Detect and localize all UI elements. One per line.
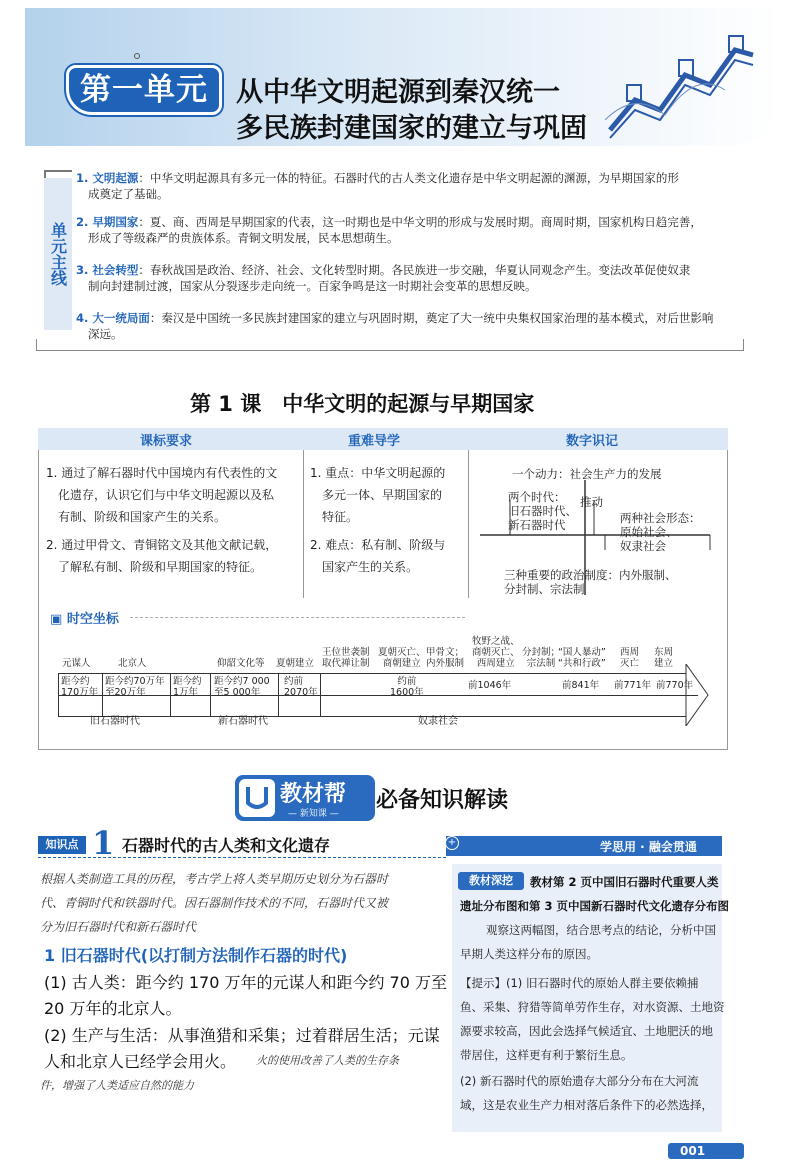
tl-ez-line1: 东周 xyxy=(654,647,674,658)
tl-sep-3 xyxy=(210,673,211,717)
two-eras-line1: 两个时代： xyxy=(508,490,566,504)
mainline-item-2 xyxy=(76,214,736,246)
three-systems-line1: 三种重要的政治制度：内外服制、 xyxy=(504,568,677,582)
tl-date-5 xyxy=(284,676,318,698)
side-panel-h3: 源要求较高，因此会选择气候适宜、土地肥沃的地 xyxy=(460,1024,713,1038)
req2-line1: 2. 通过甲骨文、青铜铭文及其他文献记载， xyxy=(46,538,278,552)
mainline-text-2b: 形成了等级森严的贵族体系。青铜文明发展，民本思想萌生。 xyxy=(88,231,399,245)
tl-event-hereditary xyxy=(322,647,370,669)
section-paleolithic: 1 旧石器时代(以打制方法制作石器的时代) xyxy=(44,946,348,965)
diagram-two-forms xyxy=(620,511,701,553)
tl-fief-line2: 宗法制 xyxy=(526,658,556,669)
key-point-2 xyxy=(310,534,445,578)
req1-line1: 1. 通过了解石器时代中国境内有代表性的文 xyxy=(46,466,278,480)
knowledge-title: 石器时代的古人类和文化遗存 xyxy=(122,836,331,855)
two-eras-line2: 旧石器时代、 xyxy=(508,504,577,518)
side-panel-tag: 教材深挖 xyxy=(458,872,524,890)
tl-date-3a: 距今约 xyxy=(173,676,202,687)
body-p1b: 20 万年的北京人。 xyxy=(44,999,182,1018)
side-panel-title: 学思用 · 融会贯通 xyxy=(600,840,697,854)
mainline-text-1b: 成奠定了基础。 xyxy=(88,187,169,201)
lesson-title: 第 1 课 中华文明的起源与早期国家 xyxy=(190,392,535,416)
key2-line2: 国家产生的关系。 xyxy=(322,560,419,574)
tl-date-1b: 170万年 xyxy=(61,687,99,698)
handwritten-note-4: 火的使用改善了人类的生存条 xyxy=(256,1054,399,1067)
requirement-2 xyxy=(46,534,277,578)
two-forms-line2: 原始社会、 xyxy=(620,525,678,539)
mainline-text-3a: ：春秋战国是政治、经济、社会、文化转型时期。各民族进一步交融，华夏认同观念产生。变法改革促使奴隶 xyxy=(138,263,691,277)
key2-line1: 2. 难点：私有制、阶级与 xyxy=(310,538,446,552)
key1-line2: 多元一体、早期国家的 xyxy=(322,488,443,502)
mainline-label xyxy=(44,178,72,330)
tool-sub: — 新知课 — xyxy=(288,809,339,819)
tl-date-9: 前771年 xyxy=(614,680,652,691)
tl-muye-line2: 商朝灭亡、 xyxy=(472,647,520,658)
side-panel-h4: 带居住，这样更有利于繁衍生息。 xyxy=(460,1048,633,1062)
tl-date-5b: 2070年 xyxy=(284,687,318,698)
side-panel-h6: 域，这是农业生产力相对落后条件下的必然选择， xyxy=(460,1098,713,1112)
req1-line3: 有制、阶级和国家产生的关系。 xyxy=(58,510,227,524)
side-panel-t4: 早期人类这样分布的原因。 xyxy=(460,947,598,961)
side-panel-h1: 【提示】(1) 旧石器时代的原始人群主要依赖捕 xyxy=(460,976,699,990)
mainline-item-1 xyxy=(76,170,736,202)
mainline-head-1: 1. 文明起源 xyxy=(76,171,139,185)
tl-date-2a: 距今约70万年 xyxy=(105,676,165,687)
tl-sep-1 xyxy=(102,673,103,717)
timeline-title-dash xyxy=(130,617,465,618)
mainline-text-2a: ：夏、商、西周是早期国家的代表，这一时期也是中华文明的形成与发展时期。商周时期，国家机构日趋完善， xyxy=(138,215,702,229)
side-panel-h5: (2) 新石器时代的原始遗存大部分分布在大河流 xyxy=(460,1074,699,1088)
unit-title-line1: 从中华文明起源到秦汉统一 xyxy=(236,77,560,108)
handwritten-note-3: 分为旧石器时代和新石器时代 xyxy=(40,920,197,934)
knowledge-underline xyxy=(38,857,446,858)
diagram-power: 一个动力：社会生产力的发展 xyxy=(512,467,662,481)
plus-icon: + xyxy=(445,836,459,850)
tl-date-1a: 距今约 xyxy=(61,676,90,687)
side-panel-t1: 教材第 2 页中国旧石器时代重要人类 xyxy=(530,875,719,889)
tl-sep-2 xyxy=(170,673,171,717)
mainline-text-4a: ：秦汉是中国统一多民族封建国家的建立与巩固时期，奠定了大一统中央集权国家治理的基本模式，对后世影响 xyxy=(149,311,714,325)
side-panel-h2: 鱼、采集、狩猎等简单劳作生存，对水资源、土地资 xyxy=(460,1000,725,1014)
tl-riot-line1: “国人暴动” xyxy=(558,647,606,658)
two-forms-line3: 奴隶社会 xyxy=(620,539,666,553)
tl-event-xia-founded: 夏朝建立 xyxy=(276,658,315,669)
three-systems-line2: 分封制、宗法制 xyxy=(504,582,585,596)
tl-muye-line1: 牧野之战、 xyxy=(472,636,520,647)
mainline-head-4: 4. 大一统局面 xyxy=(76,311,150,325)
tl-event-wz-fall xyxy=(620,647,639,669)
diagram-three-systems xyxy=(504,568,677,596)
side-panel-t3: 观察这两幅图，结合思考点的结论，分析中国 xyxy=(486,923,716,937)
tl-fief-line1: 分封制； xyxy=(522,647,561,658)
column-divider-2 xyxy=(468,450,469,598)
diagram-two-eras xyxy=(508,490,577,532)
mainline-text-1a: ：中华文明起源具有多元一体的特征。石器时代的古人类文化遗存是中华文明起源的渊源，为早期国家的形 xyxy=(138,171,679,185)
era-neolithic: 新石器时代 xyxy=(218,716,268,727)
mainline-item-4 xyxy=(76,310,736,342)
tl-date-4 xyxy=(214,676,270,698)
body-p2b: 人和北京人已经学会用火。 xyxy=(44,1052,237,1071)
diagram-push: 推动 xyxy=(580,495,603,509)
tl-oracle-line2: 内外服制 xyxy=(426,658,465,669)
tl-date-4a: 距今约7 000 xyxy=(214,676,270,687)
page-number: 001 xyxy=(680,1144,706,1158)
tl-hereditary-line1: 王位世袭制 xyxy=(322,647,370,658)
tl-muye-line3: 西周建立 xyxy=(476,658,515,669)
mainline-head-2: 2. 早期国家 xyxy=(76,215,139,229)
body-p1a: (1) 古人类：距今约 170 万年的元谋人和距今约 70 万至 xyxy=(44,973,447,992)
body-p2a: (2) 生产与生活：从事渔猎和采集；过着群居生活；元谋 xyxy=(44,1026,440,1045)
tl-date-5a: 约前 xyxy=(284,676,304,687)
two-eras-line3: 新石器时代 xyxy=(508,518,566,532)
tl-wz-fall-line1: 西周 xyxy=(620,647,640,658)
tl-event-peking-man: 北京人 xyxy=(118,658,147,669)
unit-badge: 第一单元 xyxy=(66,65,222,115)
tl-event-yangshao: 仰韶文化等 xyxy=(217,658,265,669)
era-slave-society: 奴隶社会 xyxy=(418,716,458,727)
requirement-1 xyxy=(46,462,277,528)
tl-event-yuanmou: 元谋人 xyxy=(62,658,91,669)
tl-ez-line2: 建立 xyxy=(654,658,674,669)
knowledge-badge: 知识点 xyxy=(38,836,86,854)
handwritten-note-2: 代、青铜时代和铁器时代。因石器制作技术的不同，石器时代又被 xyxy=(40,896,389,910)
column-divider-1 xyxy=(303,450,304,598)
tl-xia-fall-line2: 商朝建立 xyxy=(382,658,421,669)
tl-hereditary-line2: 取代禅让制 xyxy=(322,658,370,669)
tl-riot-line2: “共和行政” xyxy=(558,658,606,669)
era-paleolithic: 旧石器时代 xyxy=(90,716,140,727)
key1-line3: 特征。 xyxy=(322,510,359,524)
tl-date-6a: 约前 xyxy=(397,676,417,687)
tl-date-3 xyxy=(173,676,202,698)
tl-date-4b: 至5 000年 xyxy=(214,687,261,698)
page-number-badge xyxy=(668,1143,744,1159)
tl-date-1 xyxy=(61,676,98,698)
two-forms-line1: 两种社会形态： xyxy=(620,511,701,525)
tool-name: 教材帮 xyxy=(280,782,347,807)
tl-event-muye xyxy=(472,636,520,669)
tl-oracle-line1: 甲骨文； xyxy=(426,647,465,658)
req2-line2: 了解私有制、阶级和早期国家的特征。 xyxy=(58,560,263,574)
unit-title-line2: 多民族封建国家的建立与巩固 xyxy=(236,113,587,144)
header-requirements: 课标要求 xyxy=(140,434,193,449)
tl-date-6 xyxy=(390,676,424,698)
tool-title: 必备知识解读 xyxy=(376,788,509,813)
tl-event-xia-fall xyxy=(378,647,426,669)
key1-line1: 1. 重点：中华文明起源的 xyxy=(310,466,446,480)
tl-date-8: 前841年 xyxy=(562,680,600,691)
knowledge-number: 1 xyxy=(92,824,115,862)
tl-date-2 xyxy=(105,676,165,698)
tl-date-7: 前1046年 xyxy=(468,680,512,691)
timeline-title-text: 时空坐标 xyxy=(66,612,119,627)
tl-date-10: 前770年 xyxy=(656,680,694,691)
tl-event-riot xyxy=(558,647,606,669)
handwritten-note-1: 根据人类制造工具的历程，考古学上将人类早期历史划分为石器时 xyxy=(40,872,389,886)
mainline-text-4b: 深远。 xyxy=(88,327,123,341)
tl-xia-fall-line1: 夏朝灭亡、 xyxy=(378,647,426,658)
tl-event-oracle xyxy=(426,647,464,669)
req1-line2: 化遗存，认识它们与中华文明起源以及私 xyxy=(58,488,275,502)
side-panel-t2: 遗址分布图和第 3 页中国新石器时代文化遗存分布图 xyxy=(460,899,730,913)
timeline-title: ▣ 时空坐标 xyxy=(50,612,119,627)
tl-event-ez-founded xyxy=(654,647,673,669)
tl-sep-4 xyxy=(278,673,279,717)
tl-wz-fall-line2: 灭亡 xyxy=(620,658,640,669)
header-key-points: 重难导学 xyxy=(348,434,401,449)
key-point-1 xyxy=(310,462,445,528)
tl-date-2b: 至20万年 xyxy=(105,687,146,698)
decor-dot xyxy=(134,53,140,59)
tl-event-fief xyxy=(522,647,560,669)
mainline-head-3: 3. 社会转型 xyxy=(76,263,139,277)
handwritten-note-5: 件，增强了人类适应自然的能力 xyxy=(40,1079,194,1092)
mainline-text-3b: 制向封建制过渡，国家从分裂逐步走向统一。百家争鸣是这一时期社会变革的思想反映。 xyxy=(88,279,537,293)
tl-sep-5 xyxy=(320,673,321,717)
mainline-item-3 xyxy=(76,262,736,294)
header-number-memory: 数字识记 xyxy=(566,434,619,449)
tl-date-6b: 1600年 xyxy=(390,687,424,698)
mainline-label-text: 单元主线 xyxy=(48,222,68,286)
tl-date-3b: 1万年 xyxy=(173,687,199,698)
great-wall-illustration xyxy=(605,30,755,140)
